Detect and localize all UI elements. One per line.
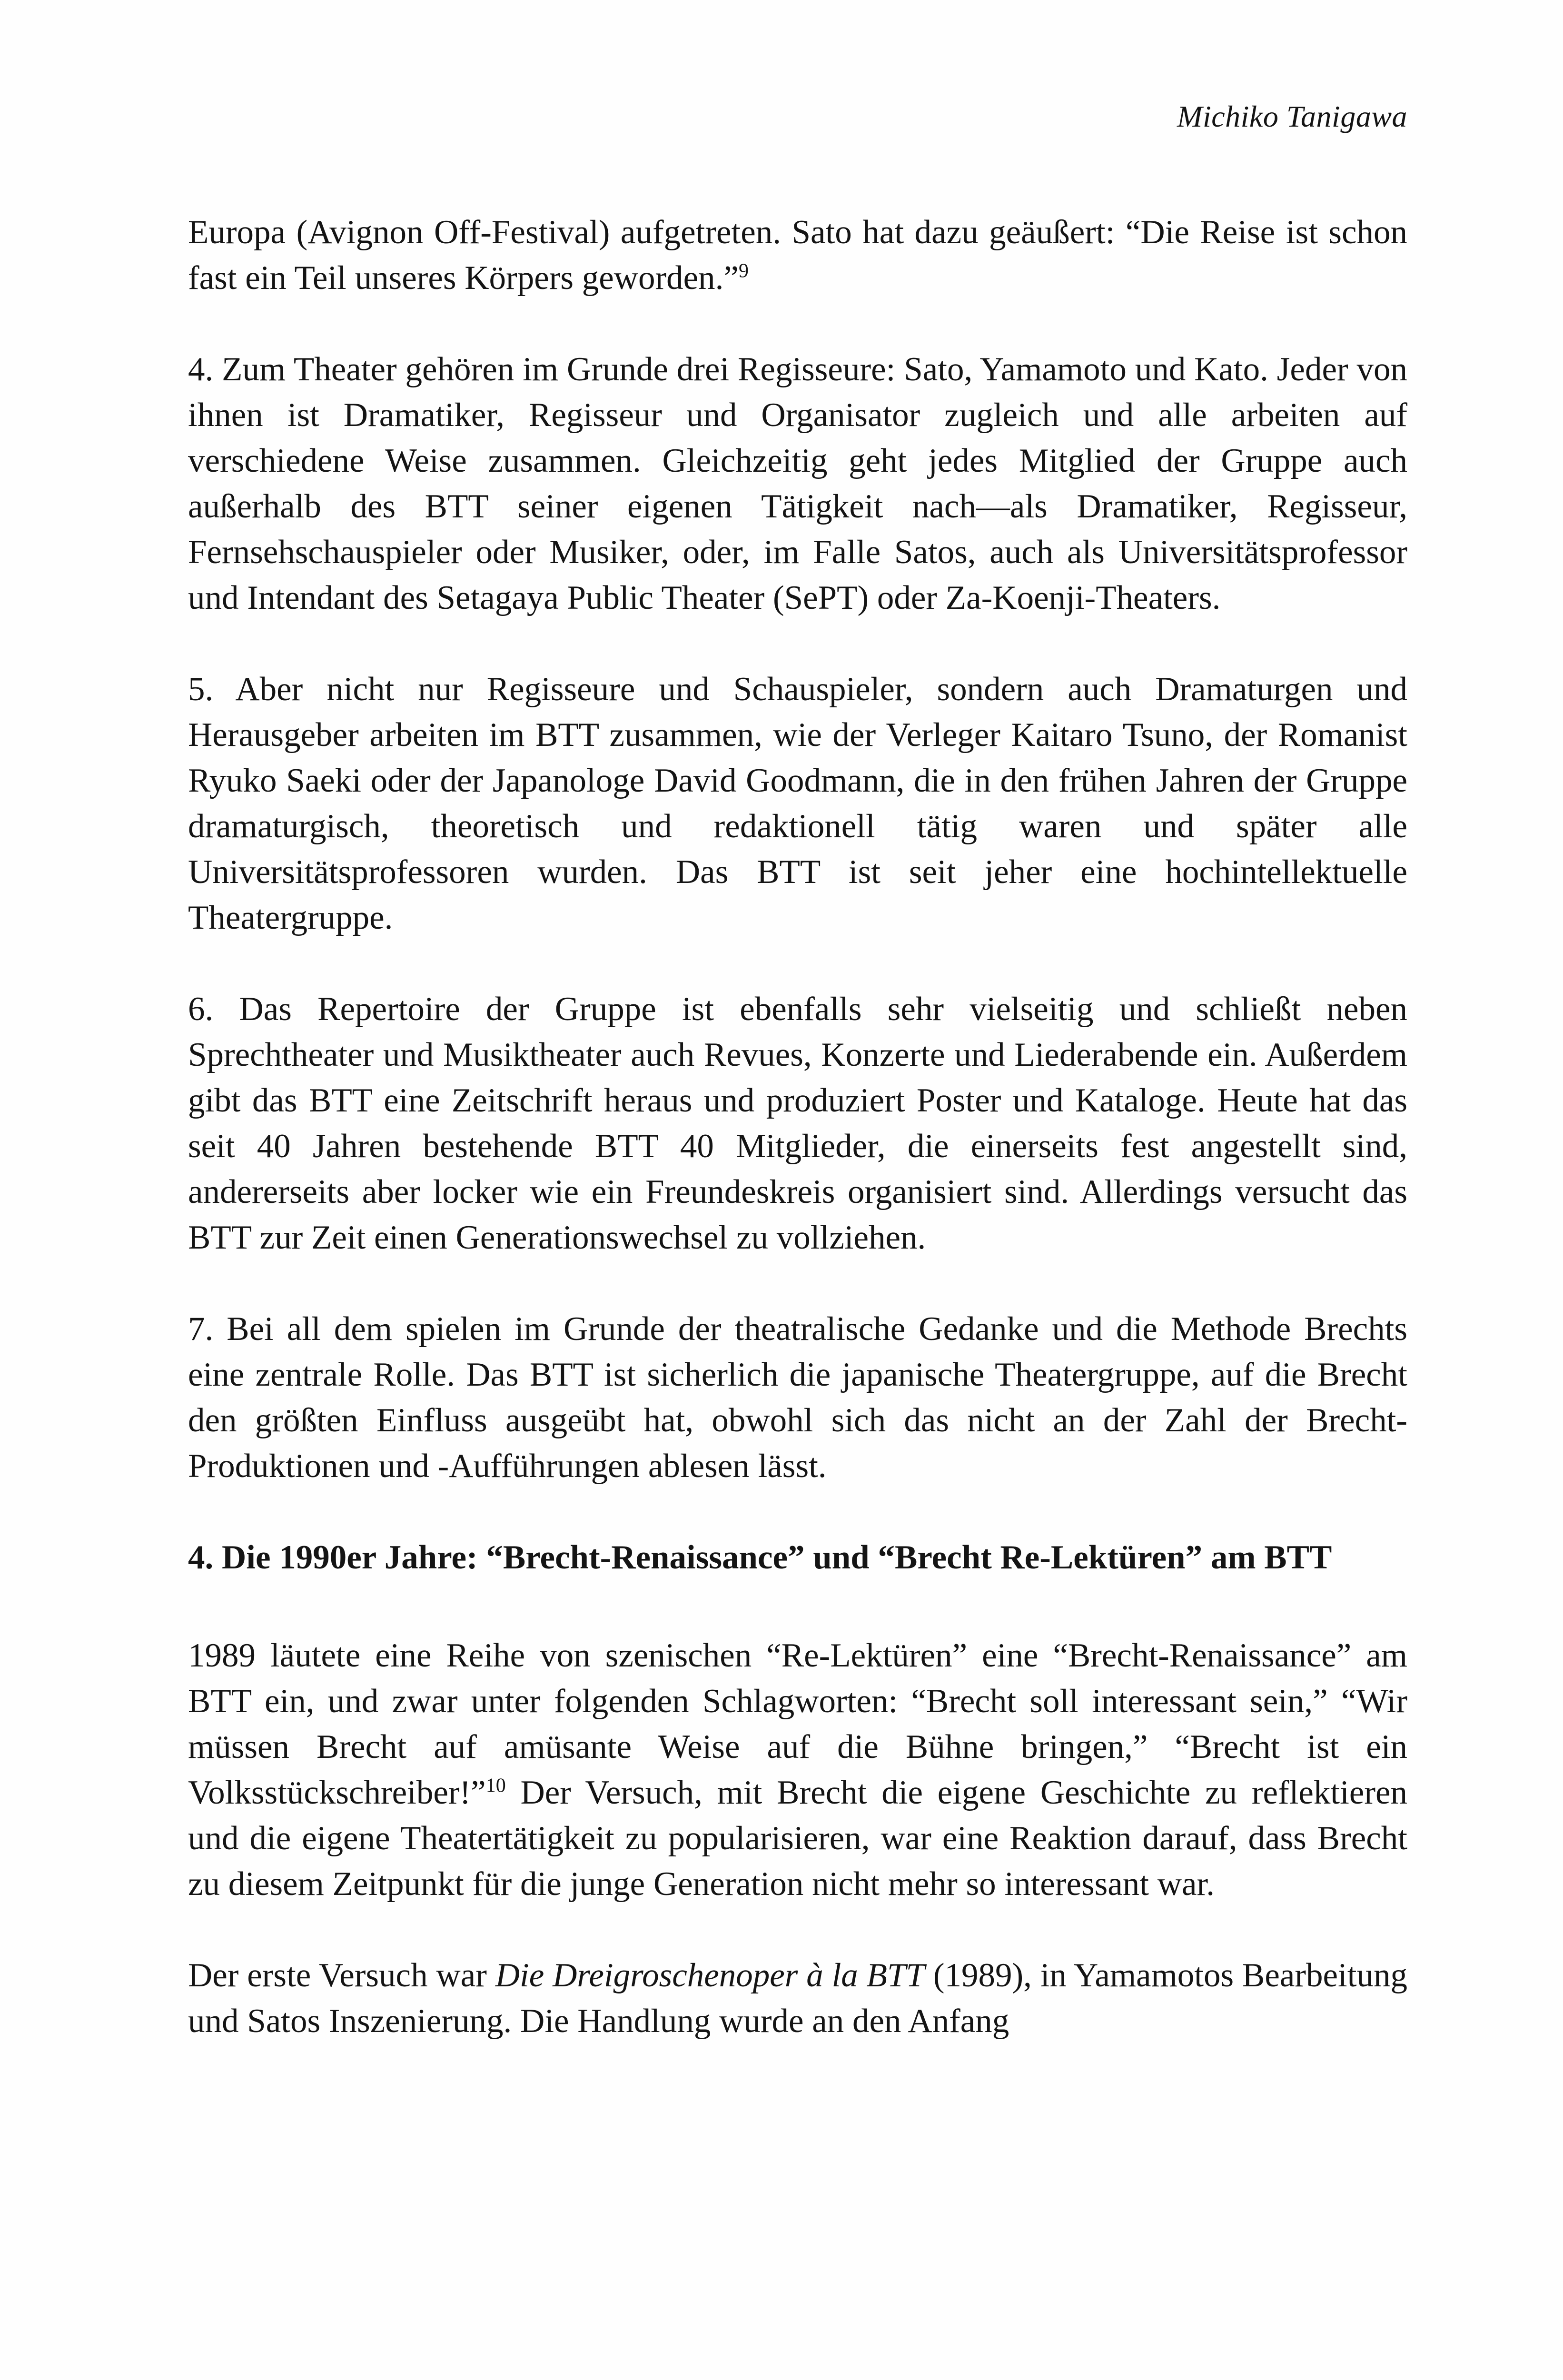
paragraph-point-5: 5. Aber nicht nur Regisseure und Schauspieler, sondern auch Dramaturgen und Herausgeber arbeiten im BTT zusammen, wie der Verleger Kaitaro Tsuno, der Romanist Ryuko Saeki oder der Japanologe David Goodmann, die in den frühen Jahren der Gruppe dramaturgisch, theoretisch und redaktionell tätig waren und später alle Universitätsprofessoren wurden. Das BTT ist seit jeher eine hochintellektuelle Theatergruppe. (188, 671, 1407, 936)
footnote-marker-10: 10 (485, 1775, 506, 1797)
footnote-marker-9: 9 (738, 260, 749, 282)
paragraph-intro-text: Europa (Avignon Off-Festival) aufgetreten. Sato hat dazu geäußert: “Die Reise ist schon fast ein Teil unseres Körpers geworden.” (188, 214, 1407, 297)
paragraph-point-6: 6. Das Repertoire der Gruppe ist ebenfalls sehr vielseitig und schließt neben Sprechtheater und Musiktheater auch Revues, Konzerte und Liederabende ein. Außerdem gibt das BTT eine Zeitschrift heraus und produziert Poster und Kataloge. Heute hat das seit 40 Jahren bestehende BTT 40 Mitglieder, die einerseits fest angestellt sind, andererseits aber locker wie ein Freundeskreis organisiert sind. Allerdings versucht das BTT zur Zeit einen Generationswechsel zu vollziehen. (188, 991, 1407, 1256)
paragraph-1989 (188, 1633, 1407, 1907)
paragraph-last-lead: Der erste Versuch war (188, 1957, 495, 1994)
paragraph-intro (188, 209, 1407, 301)
paragraph-point-4: 4. Zum Theater gehören im Grunde drei Regisseure: Sato, Yamamoto und Kato. Jeder von ihnen ist Dramatiker, Regisseur und Organisator zugleich und alle arbeiten auf verschiedene Weise zusammen. Gleichzeitig geht jedes Mitglied der Gruppe auch außerhalb des BTT seiner eigenen Tätigkeit nach—als Dramatiker, Regisseur, Fernsehschauspieler oder Musiker, oder, im Falle Satos, auch als Universitätsprofessor und Intendant des Setagaya Public Theater (SePT) oder Za-Koenji-Theaters. (188, 351, 1407, 616)
paragraph-1989-text-a: 1989 läutete eine Reihe von szenischen “Re-Lektüren” eine “Brecht-Renaissance” am BTT ein, und zwar unter folgenden Schlagworten: “Brecht soll interessant sein,” “Wir müssen Brecht auf amüsante Weise auf die Bühne bringen,” “Brecht ist ein Volksstückschreiber!” (188, 1637, 1407, 1811)
running-head: Michiko Tanigawa (1177, 99, 1407, 133)
body-text (188, 209, 1407, 2090)
paragraph-dreigroschenoper (188, 1953, 1407, 2044)
section-heading: 4. Die 1990er Jahre: “Brecht-Renaissance” und “Brecht Re-Lektüren” am BTT (188, 1539, 1332, 1576)
paragraph-point-7: 7. Bei all dem spielen im Grunde der theatralische Gedanke und die Methode Brechts eine zentrale Rolle. Das BTT ist sicherlich die japanische Theatergruppe, auf die Brecht den größten Einfluss ausgeübt hat, obwohl sich das nicht an der Zahl der Brecht-Produktionen und -Aufführungen ablesen lässt. (188, 1310, 1407, 1485)
paragraph-1989-text-b: Der Versuch, mit Brecht die eigene Geschichte zu reflektieren und die eigene Theatertätigkeit zu popularisieren, war eine Reaktion darauf, dass Brecht zu diesem Zeitpunkt für die junge Generation nicht mehr so interessant war. (188, 1774, 1407, 1903)
paragraph-last-rest: (1989), in Yamamotos Bearbeitung und Satos Inszenierung. Die Handlung wurde an den Anfang (188, 1957, 1407, 2040)
work-title: Die Dreigroschenoper à la BTT (495, 1957, 925, 1994)
